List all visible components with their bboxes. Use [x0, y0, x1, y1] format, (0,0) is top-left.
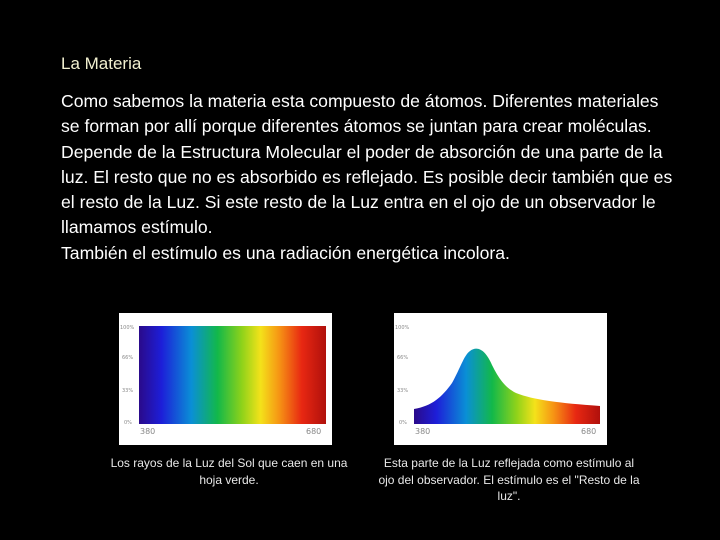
y-tick-label: 100%	[395, 325, 410, 331]
body-paragraph-matter: Como sabemos la materia esta compuesto de átomos. Diferentes materiales se forman por allí porque diferentes átomos se juntan para crear moléculas. Depende de la Estructura Molecular el poder de absorción de una parte de la luz. El resto que no es absorbido es reflejado. Es posible decir también que es el resto de la Luz. Si este resto de la Luz entra en el ojo de un observador le llamamos estímulo.	[61, 91, 673, 238]
y-tick-label: 33%	[397, 388, 409, 394]
y-tick-label: 0%	[124, 420, 132, 426]
slide-title: La Materia	[61, 54, 142, 73]
y-tick-label: 0%	[399, 420, 407, 426]
spectrum-band	[139, 326, 326, 424]
x-start-label: 380	[415, 427, 431, 436]
sunlight-spectrum-graphic	[119, 313, 332, 445]
x-end-label: 680	[306, 427, 322, 436]
y-tick-label: 66%	[397, 355, 409, 361]
sunlight-caption: Los rayos de la Luz del Sol que caen en una hoja verde.	[110, 456, 348, 487]
x-start-label: 380	[140, 427, 156, 436]
y-tick-label: 33%	[122, 388, 134, 394]
sunlight-spectrum-figure	[119, 313, 332, 445]
x-end-label: 680	[581, 427, 597, 436]
y-tick-label: 100%	[120, 325, 135, 331]
reflected-light-figure	[394, 313, 607, 445]
y-tick-label: 66%	[122, 355, 134, 361]
reflected-caption: Esta parte de la Luz reflejada como estímulo al ojo del observador. El estímulo es el "Resto de la luz".	[378, 456, 640, 503]
body-paragraph-stimulus: También el estímulo es una radiación energética incolora.	[61, 242, 510, 263]
reflected-light-graphic	[394, 313, 607, 445]
slide-body-text	[61, 89, 673, 266]
